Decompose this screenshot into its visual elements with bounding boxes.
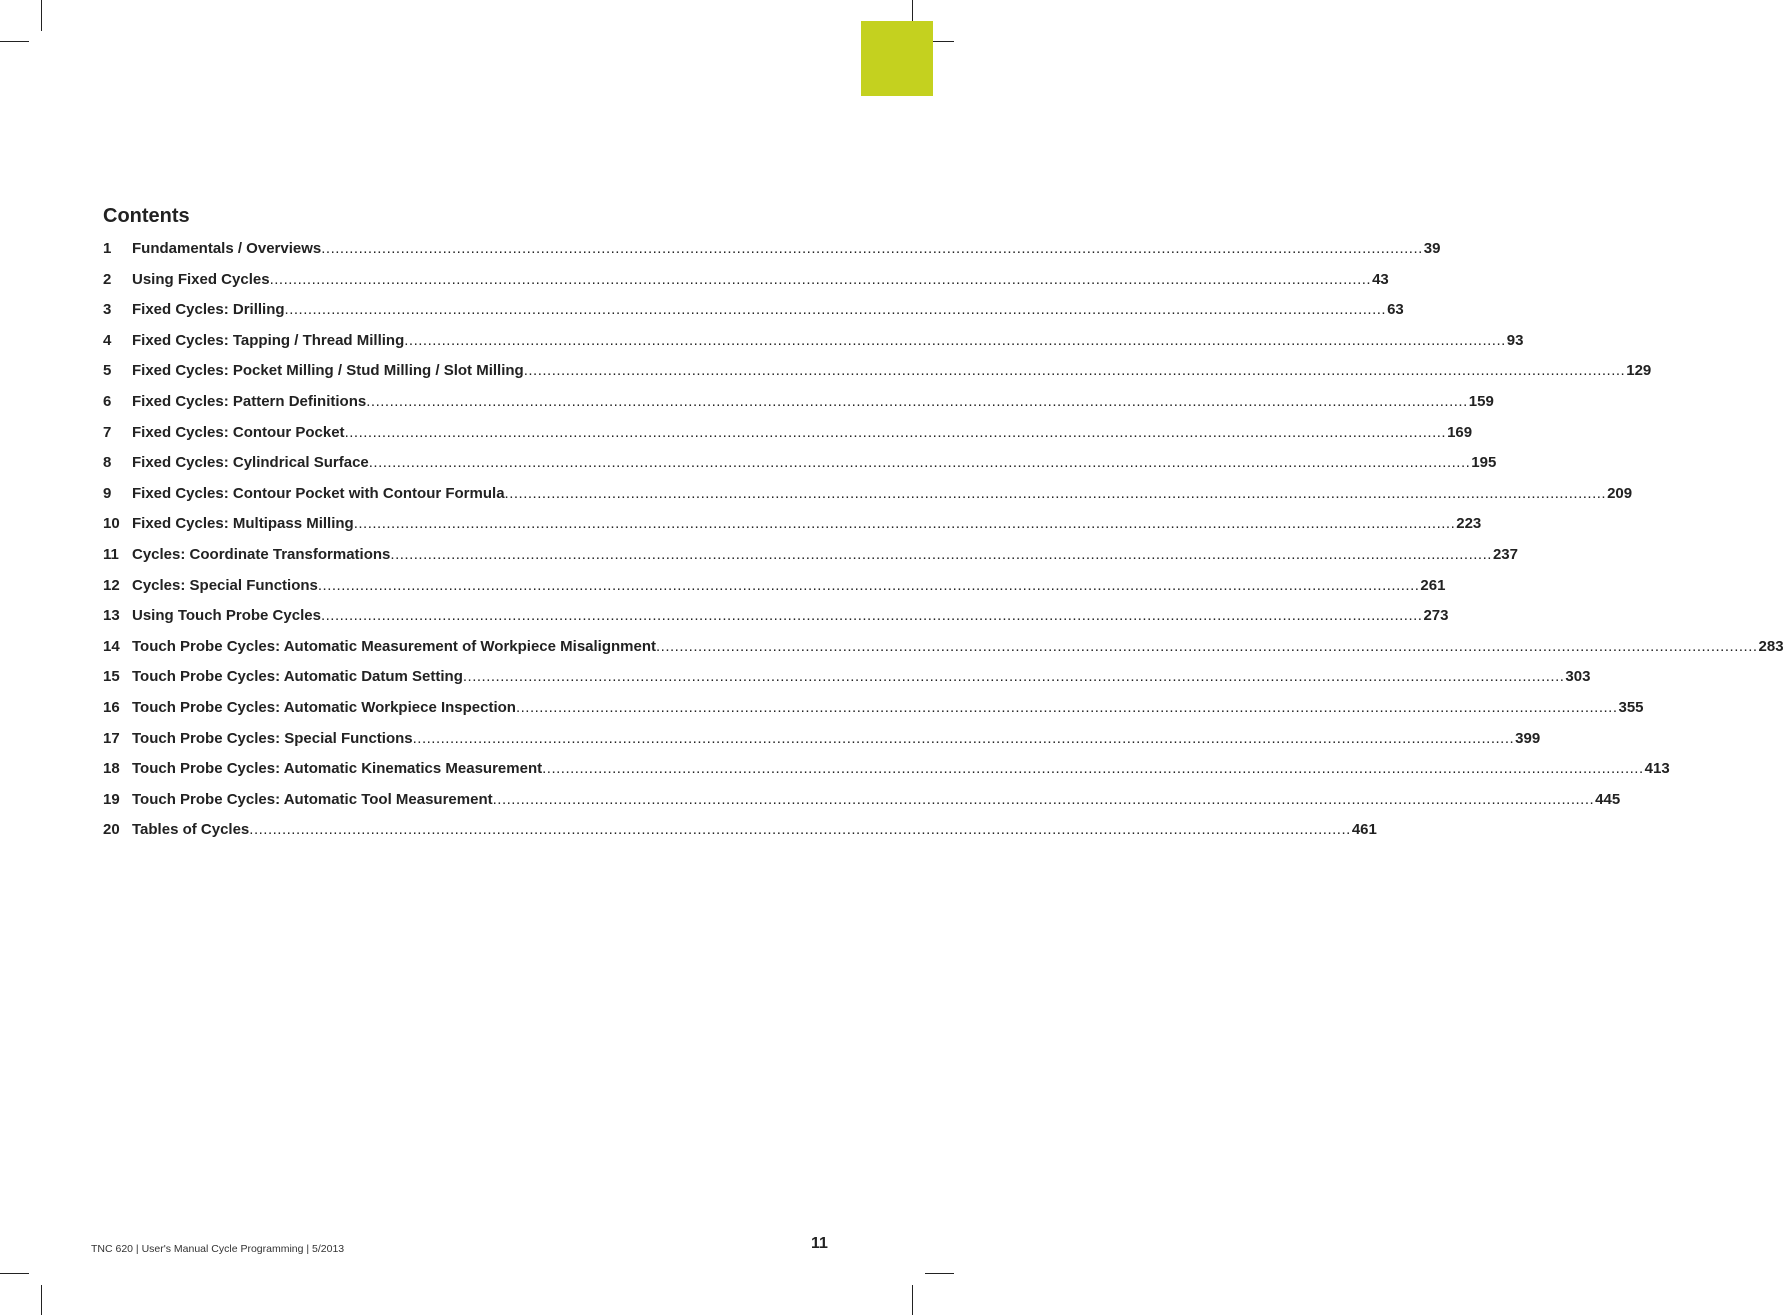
- toc-entry[interactable]: [103, 576, 1446, 608]
- toc-entry[interactable]: [103, 790, 1621, 822]
- table-of-contents: [103, 240, 1784, 852]
- toc-leader-dots: [366, 393, 1468, 410]
- toc-entry[interactable]: [103, 545, 1518, 577]
- toc-leader-dots: [493, 791, 1595, 808]
- toc-page-number: 39: [1423, 240, 1441, 257]
- toc-entry[interactable]: [103, 760, 1670, 791]
- toc-chapter-number: 13: [103, 607, 120, 625]
- toc-chapter-number: 17: [103, 729, 120, 747]
- toc-chapter-number: 3: [103, 301, 112, 319]
- toc-chapter-number: 1: [103, 240, 112, 257]
- toc-chapter-title: Fixed Cycles: Cylindrical Surface: [132, 454, 369, 472]
- toc-chapter-title: Cycles: Coordinate Transformations: [132, 545, 391, 563]
- toc-page-number: 355: [1618, 698, 1644, 716]
- toc-chapter-title: Tables of Cycles: [132, 821, 250, 839]
- toc-entry[interactable]: [103, 301, 1404, 332]
- toc-chapter-title: Fundamentals / Overviews: [132, 240, 322, 257]
- toc-page-number: 93: [1506, 331, 1524, 349]
- toc-leader-dots: [390, 546, 1492, 563]
- toc-chapter-title: Fixed Cycles: Contour Pocket with Contour Formula: [132, 484, 505, 502]
- toc-leader-dots: [318, 577, 1420, 594]
- toc-chapter-number: 16: [103, 698, 120, 716]
- toc-leader-dots: [285, 301, 1387, 318]
- toc-chapter-title: Fixed Cycles: Contour Pocket: [132, 423, 345, 441]
- toc-leader-dots: [270, 271, 1372, 288]
- toc-entry[interactable]: [103, 362, 1652, 393]
- crop-mark-bottom-left-vertical: [41, 1285, 42, 1315]
- toc-entry[interactable]: [103, 270, 1389, 302]
- toc-leader-dots: [656, 638, 1758, 655]
- toc-entry[interactable]: [103, 484, 1633, 516]
- toc-chapter-number: 6: [103, 392, 112, 410]
- toc-page-number: 169: [1447, 423, 1473, 441]
- toc-page-number: 129: [1626, 362, 1652, 380]
- chapter-tab-marker: [861, 21, 933, 96]
- toc-chapter-title: Fixed Cycles: Pocket Milling / Stud Milling / Slot Milling: [132, 362, 524, 380]
- toc-chapter-title: Fixed Cycles: Pattern Definitions: [132, 392, 367, 410]
- toc-entry[interactable]: [103, 668, 1591, 699]
- toc-chapter-number: 5: [103, 362, 112, 380]
- toc-page-number: 43: [1372, 270, 1389, 288]
- toc-page-number: 159: [1468, 392, 1494, 410]
- toc-chapter-number: 4: [103, 331, 112, 349]
- crop-mark-top-left-vertical: [41, 0, 42, 31]
- toc-chapter-title: Touch Probe Cycles: Automatic Datum Setting: [132, 668, 463, 686]
- toc-chapter-title: Using Touch Probe Cycles: [132, 607, 321, 625]
- crop-mark-top-left-horizontal: [0, 41, 29, 42]
- toc-page-number: 461: [1351, 821, 1377, 839]
- page-title: Contents: [103, 205, 190, 227]
- toc-entry[interactable]: [103, 698, 1644, 730]
- toc-leader-dots: [321, 607, 1423, 624]
- crop-mark-top-right-vertical: [912, 0, 913, 21]
- toc-chapter-number: 2: [103, 270, 112, 288]
- toc-chapter-title: Cycles: Special Functions: [132, 576, 318, 594]
- toc-entry[interactable]: [103, 423, 1473, 455]
- toc-entry[interactable]: [103, 392, 1494, 424]
- toc-chapter-number: 15: [103, 668, 120, 686]
- crop-mark-bottom-right-vertical: [912, 1285, 913, 1315]
- toc-leader-dots: [321, 240, 1423, 257]
- toc-page-number: 303: [1565, 668, 1591, 686]
- toc-chapter-number: 9: [103, 484, 112, 502]
- toc-chapter-title: Touch Probe Cycles: Automatic Tool Measurement: [132, 790, 493, 808]
- toc-page-number: 261: [1420, 576, 1446, 594]
- toc-entry[interactable]: [103, 607, 1449, 638]
- toc-leader-dots: [505, 485, 1607, 502]
- toc-page-number: 399: [1515, 729, 1541, 747]
- toc-leader-dots: [345, 424, 1447, 441]
- crop-mark-bottom-left-horizontal: [0, 1273, 29, 1274]
- toc-page-number: 283: [1758, 637, 1784, 655]
- toc-leader-dots: [542, 760, 1644, 777]
- toc-entry[interactable]: [103, 637, 1784, 669]
- toc-chapter-title: Touch Probe Cycles: Special Functions: [132, 729, 413, 747]
- toc-chapter-number: 11: [103, 545, 119, 563]
- toc-entry[interactable]: [103, 331, 1524, 363]
- toc-chapter-number: 7: [103, 423, 112, 441]
- toc-page-number: 63: [1387, 301, 1404, 319]
- toc-chapter-title: Touch Probe Cycles: Automatic Measurement of Workpiece Misalignment: [132, 637, 656, 655]
- toc-page-number: 273: [1423, 607, 1449, 625]
- toc-leader-dots: [524, 362, 1626, 379]
- toc-entry[interactable]: [103, 240, 1441, 271]
- toc-leader-dots: [404, 332, 1506, 349]
- toc-chapter-number: 20: [103, 821, 120, 839]
- toc-entry[interactable]: [103, 821, 1377, 852]
- toc-leader-dots: [516, 699, 1618, 716]
- toc-leader-dots: [413, 730, 1515, 747]
- toc-page-number: 413: [1644, 760, 1670, 778]
- toc-leader-dots: [249, 821, 1351, 838]
- toc-page-number: 237: [1492, 545, 1518, 563]
- toc-page-number: 445: [1595, 790, 1621, 808]
- crop-mark-bottom-right-horizontal: [925, 1273, 954, 1274]
- toc-entry[interactable]: [103, 454, 1497, 485]
- toc-leader-dots: [463, 668, 1565, 685]
- toc-chapter-title: Touch Probe Cycles: Automatic Kinematics Measurement: [132, 760, 543, 778]
- toc-entry[interactable]: [103, 729, 1541, 761]
- toc-chapter-title: Fixed Cycles: Drilling: [132, 301, 285, 319]
- toc-chapter-number: 18: [103, 760, 120, 778]
- page-number: 11: [811, 1235, 828, 1252]
- footer-text: TNC 620 | User's Manual Cycle Programming | 5/2013: [91, 1243, 345, 1255]
- toc-chapter-number: 19: [103, 790, 120, 808]
- toc-page-number: 195: [1471, 454, 1497, 472]
- toc-chapter-number: 14: [103, 637, 120, 655]
- toc-chapter-title: Using Fixed Cycles: [132, 270, 270, 288]
- toc-chapter-number: 12: [103, 576, 120, 594]
- toc-chapter-title: Touch Probe Cycles: Automatic Workpiece Inspection: [132, 698, 516, 716]
- toc-leader-dots: [354, 515, 1456, 532]
- toc-page-number: 209: [1607, 484, 1633, 502]
- toc-entry[interactable]: [103, 515, 1482, 546]
- toc-leader-dots: [369, 454, 1471, 471]
- toc-chapter-title: Fixed Cycles: Tapping / Thread Milling: [132, 331, 405, 349]
- toc-chapter-number: 8: [103, 454, 112, 472]
- toc-chapter-title: Fixed Cycles: Multipass Milling: [132, 515, 354, 533]
- toc-page-number: 223: [1456, 515, 1482, 533]
- toc-chapter-number: 10: [103, 515, 120, 533]
